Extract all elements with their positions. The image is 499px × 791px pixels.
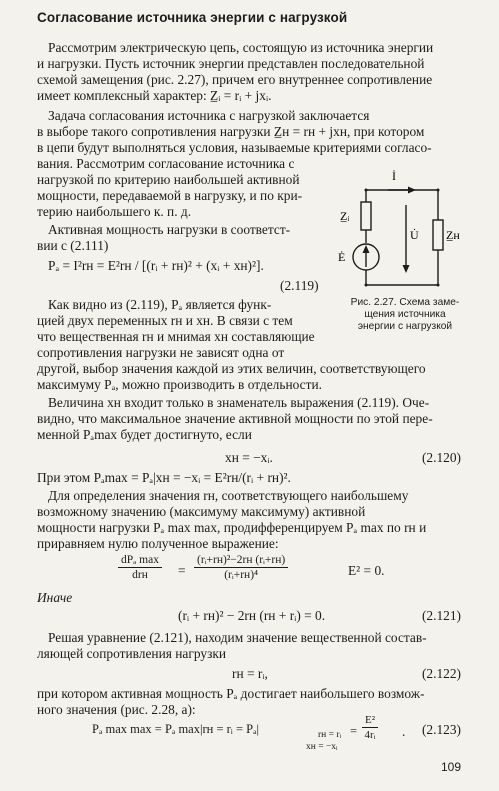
equation-2-123: Pₐ max max = Pₐ max|rн = rᵢ = Pₐ| bbox=[92, 722, 260, 736]
text-line: Величина xн входит только в знаменатель выражения (2.119). Оче- bbox=[48, 395, 430, 410]
fraction-denominator: 4rᵢ bbox=[364, 729, 376, 741]
section-heading: Согласование источника энергии с нагрузкой bbox=[37, 10, 348, 25]
page-number: 109 bbox=[440, 760, 461, 774]
fraction-numerator: dPₐ max bbox=[118, 554, 162, 568]
text-line: схемой замещения (рис. 2.27), причем его внутреннее сопротивление bbox=[37, 72, 433, 87]
text-line: имеет комплексный характер: Z̲ᵢ = rᵢ + jxᵢ. bbox=[37, 88, 272, 103]
circuit-diagram bbox=[328, 160, 478, 295]
text-line: вии с (2.111) bbox=[37, 238, 109, 253]
text-line: в цепи будут выполняться условия, называемые критериями согласо- bbox=[37, 140, 432, 155]
text-line: мощности нагрузки Pₐ max max, продифференцируем Pₐ max по rн и bbox=[37, 520, 427, 535]
text-line: мощности, передаваемой в нагрузку, и по кри- bbox=[37, 188, 303, 203]
text-line: терию наибольшего к. п. д. bbox=[37, 204, 192, 219]
fraction-numerator: (rᵢ+rн)²−2rн (rᵢ+rн) bbox=[194, 554, 288, 568]
caption-line: Рис. 2.27. Схема заме- bbox=[350, 297, 460, 308]
resistor-zi bbox=[361, 202, 371, 230]
label-voltage: U̇ bbox=[410, 228, 419, 242]
text-line: Активная мощность нагрузки в соответст- bbox=[48, 222, 291, 237]
equation-tail: E² = 0. bbox=[348, 563, 385, 578]
condition-1: rн = rᵢ bbox=[318, 730, 342, 740]
fraction-denominator: (rᵢ+rн)⁴ bbox=[224, 569, 259, 581]
equation-number: (2.119) bbox=[280, 278, 319, 293]
fraction-numerator: E² bbox=[362, 714, 378, 728]
text-line: и нагрузки. Пусть источник энергии представлен последовательной bbox=[37, 56, 425, 71]
equation-2-120: xн = −xᵢ. bbox=[225, 450, 273, 465]
equation-number: (2.122) bbox=[421, 666, 461, 681]
text-line: вания. Рассмотрим согласование источника с bbox=[37, 156, 295, 171]
text-line: максимуму Pₐ, можно производить в отдельности. bbox=[37, 377, 322, 392]
figure-caption bbox=[340, 297, 470, 333]
equals-sign: = bbox=[178, 563, 186, 578]
text-line: приравняем нулю полученное выражение: bbox=[37, 536, 279, 551]
condition-2: xн = −xᵢ bbox=[306, 742, 338, 752]
fraction-denominator: drн bbox=[132, 569, 148, 581]
equation-2-119: Pₐ = I²rн = E²rн / [(rᵢ + rн)² + (xᵢ + xн)²]. bbox=[48, 258, 264, 273]
caption-line: энергии с нагрузкой bbox=[357, 321, 453, 332]
period: . bbox=[402, 724, 406, 739]
caption-line: щения источника bbox=[364, 309, 446, 320]
text-line: Иначе bbox=[37, 590, 73, 605]
fraction-e2-4ri bbox=[362, 714, 378, 741]
text-line: При этом Pₐmax = Pₐ|xн = −xᵢ = E²rн/(rᵢ + rн)². bbox=[37, 470, 291, 485]
text-line: цией двух переменных rн и xн. В связи с тем bbox=[37, 313, 293, 328]
equation-2-121: (rᵢ + rн)² − 2rн (rн + rᵢ) = 0. bbox=[178, 608, 326, 623]
text-line: Задача согласования источника с нагрузкой заключается bbox=[48, 108, 370, 123]
resistor-zn bbox=[433, 220, 443, 250]
equation-number: (2.123) bbox=[421, 722, 461, 737]
text-line: ного значения (рис. 2.28, а): bbox=[37, 702, 196, 717]
text-line: что вещественная rн и мнимая xн составляющие bbox=[37, 329, 315, 344]
fraction-lhs bbox=[118, 554, 162, 581]
label-zn: Z̲н bbox=[446, 228, 460, 242]
text-line: другой, выбор значения каждой из этих величин, соответствующего bbox=[37, 361, 426, 376]
equation-2-122: rн = rᵢ, bbox=[232, 666, 268, 681]
text-line: Решая уравнение (2.121), находим значение вещественной состав- bbox=[48, 630, 427, 645]
text-line: при котором активная мощность Pₐ достигает наибольшего возмож- bbox=[37, 686, 425, 701]
fraction-rhs bbox=[194, 554, 288, 581]
label-current: İ bbox=[392, 169, 396, 183]
text-line: Рассмотрим электрическую цепь, состоящую из источника энергии bbox=[48, 40, 434, 55]
text-line: Как видно из (2.119), Pₐ является функ- bbox=[48, 297, 272, 312]
text-line: менной Pₐmax будет достигнуто, если bbox=[37, 427, 252, 442]
equation-number: (2.121) bbox=[421, 608, 461, 623]
text-line: ляющей сопротивления нагрузки bbox=[37, 646, 227, 661]
text-line: сопротивления нагрузки не зависят одна от bbox=[37, 345, 285, 360]
text-line: видно, что максимальное значение активной мощности по этой пере- bbox=[37, 411, 433, 426]
equation-number: (2.120) bbox=[421, 450, 461, 465]
equals-sign: = bbox=[350, 724, 358, 738]
text-line: Для определения значения rн, соответствующего наибольшему bbox=[48, 488, 409, 503]
label-zi: Z̲ᵢ bbox=[340, 209, 350, 223]
label-emf: Ė bbox=[338, 250, 346, 264]
text-line: в выборе такого сопротивления нагрузки Z̲н = rн + jxн, при котором bbox=[37, 124, 425, 139]
text-line: нагрузкой по критерию наибольшей активной bbox=[37, 172, 300, 187]
text-line: возможному значению (максимуму максимуму) активной bbox=[37, 504, 366, 519]
